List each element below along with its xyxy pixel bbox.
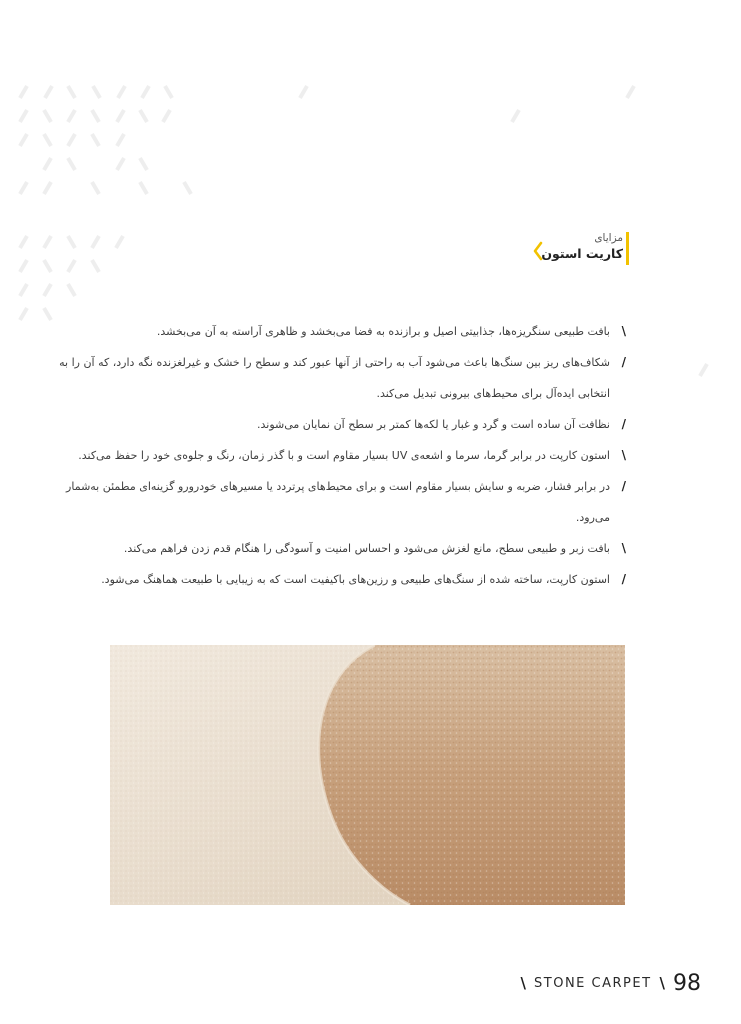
list-item: [38, 316, 626, 347]
list-item-text: بافت زبر و طبیعی سطح، مانع لغزش می‌شود و احساس امنیت و آسودگی را هنگام قدم زدن فراهم می‌کند.: [123, 542, 610, 555]
accent-bar: [626, 232, 629, 265]
section-heading: [541, 231, 623, 263]
slash-bullet-icon: /: [621, 355, 626, 369]
chevron-left-icon: [533, 241, 543, 261]
slash-bullet-icon: /: [621, 572, 626, 586]
brand-name: STONE CARPET: [534, 975, 652, 991]
list-item-text: شکاف‌های ریز بین سنگ‌ها باعث می‌شود آب به راحتی از آنها عبور کند و سطح را خشک و غیرلغزنده نگه دارد، که آن را به انتخابی ایده‌آل برای محیط‌های بیرونی تبدیل می‌کند.: [59, 356, 610, 400]
heading-subtitle: مزایای: [594, 232, 623, 244]
page-number: 98: [673, 970, 701, 996]
page-footer: [521, 968, 701, 998]
heading-title: کاریت استون: [541, 246, 623, 261]
slash-bullet-icon: /: [621, 479, 626, 493]
slash-bullet-icon: \: [621, 541, 626, 555]
slash-bullet-icon: /: [621, 417, 626, 431]
list-item: [38, 347, 626, 409]
list-item: [38, 409, 626, 440]
list-item: [38, 564, 626, 595]
list-item-text: استون کارپت، ساخته شده از سنگ‌های طبیعی و رزین‌های باکیفیت است که به زیبایی با طبیعت هماهنگ می‌شود.: [101, 573, 610, 586]
stone-carpet-photo: [110, 645, 625, 905]
slash-icon: \: [520, 974, 527, 992]
list-item-text: نظافت آن ساده است و گرد و غبار یا لکه‌ها کمتر بر سطح آن نمایان می‌شوند.: [257, 418, 610, 431]
list-item: [38, 440, 626, 471]
list-item: [38, 533, 626, 564]
list-item-text: بافت طبیعی سنگریزه‌ها، جذابیتی اصیل و برازنده به فضا می‌بخشد و ظاهری آراسته به آن می‌بخشد.: [156, 325, 610, 338]
list-item-text: استون کارپت در برابر گرما، سرما و اشعه‌ی UV بسیار مقاوم است و با گذر زمان، رنگ و جلوه‌ی خود را حفظ می‌کند.: [78, 449, 610, 462]
benefits-list: [38, 316, 626, 595]
slash-icon: \: [659, 974, 665, 992]
slash-bullet-icon: \: [621, 448, 626, 462]
list-item-text: در برابر فشار، ضربه و سایش بسیار مقاوم است و برای محیط‌های پرتردد یا مسیرهای خودرورو گزینه‌ای مطمئن به‌شمار می‌رود.: [66, 480, 610, 524]
slash-bullet-icon: \: [621, 324, 626, 338]
list-item: [38, 471, 626, 533]
